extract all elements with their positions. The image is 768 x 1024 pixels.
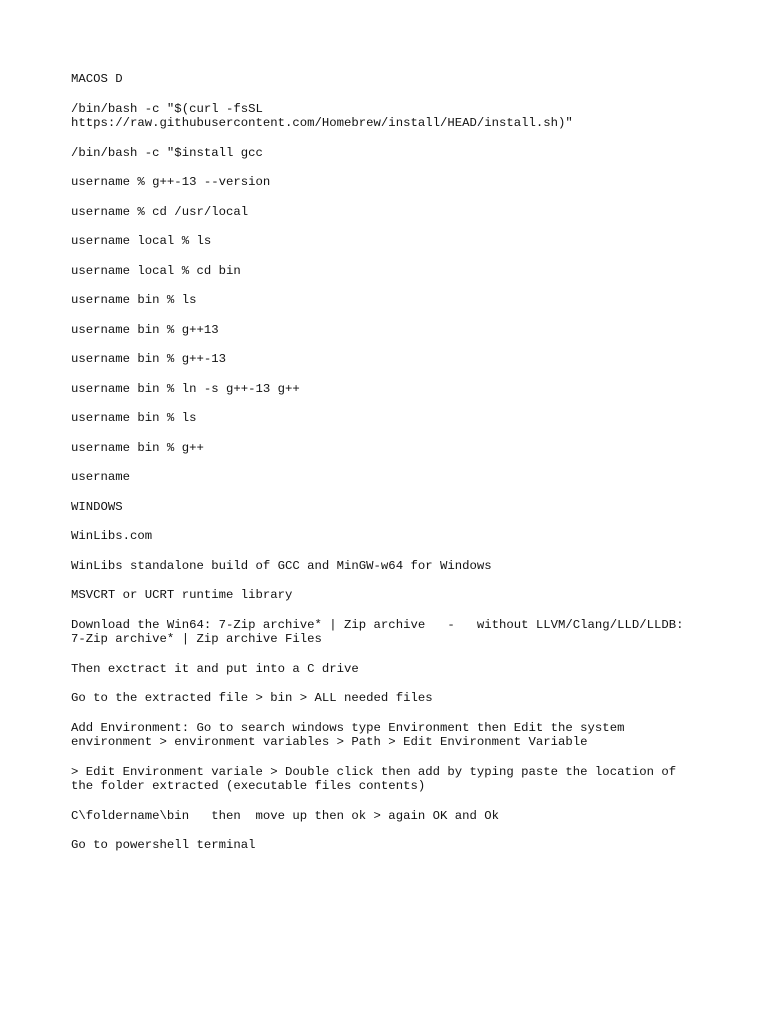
heading-macos: MACOS D [71, 72, 123, 86]
ls-bin-command: username bin % ls [71, 293, 197, 307]
homebrew-install-command: /bin/bash -c "$(curl -fsSL https://raw.githubusercontent.com/Homebrew/install/HEAD/install.sh)" [71, 101, 573, 130]
gpp-13-command: username bin % g++-13 [71, 352, 226, 366]
folder-path-instructions: C\foldername\bin then move up then ok > again OK and Ok [71, 808, 500, 823]
install-gcc-command: /bin/bash -c "$install gcc [71, 145, 263, 160]
gpp-version-command: username % g++-13 --version [71, 175, 271, 189]
edit-environment-instructions: > Edit Environment variale > Double click then add by typing paste the location of the folder extracted (executable files contents) [71, 764, 677, 793]
symlink-command: username bin % ln -s g++-13 g++ [71, 381, 300, 396]
runtime-library-note: MSVCRT or UCRT runtime library [71, 588, 293, 602]
winlibs-site: WinLibs.com [71, 529, 153, 543]
cd-bin-command: username local % cd bin [71, 263, 241, 278]
add-environment-instructions: Add Environment: Go to search windows type Environment then Edit the system environment > environment variables > Path > Edit Environment Variable [71, 720, 625, 749]
extracted-file-path: Go to the extracted file > bin > ALL needed files [71, 691, 433, 705]
cd-usr-local-command: username % cd /usr/local [71, 204, 249, 219]
ls-local-command: username local % ls [71, 234, 212, 248]
ls-bin-command-2: username bin % ls [71, 411, 197, 425]
document-body [71, 72, 711, 868]
heading-windows: WINDOWS [71, 499, 123, 514]
download-instructions: Download the Win64: 7-Zip archive* | Zip archive - without LLVM/Clang/LLD/LLDB: 7-Zip archive* | Zip archive Files [71, 617, 684, 646]
gpp-command: username bin % g++ [71, 440, 204, 455]
powershell-instructions: Go to powershell terminal [71, 838, 256, 852]
extract-instructions: Then exctract it and put into a C drive [71, 661, 359, 676]
winlibs-description: WinLibs standalone build of GCC and MinGW-w64 for Windows [71, 558, 492, 573]
username-line: username [71, 470, 131, 484]
gpp13-command: username bin % g++13 [71, 322, 219, 337]
